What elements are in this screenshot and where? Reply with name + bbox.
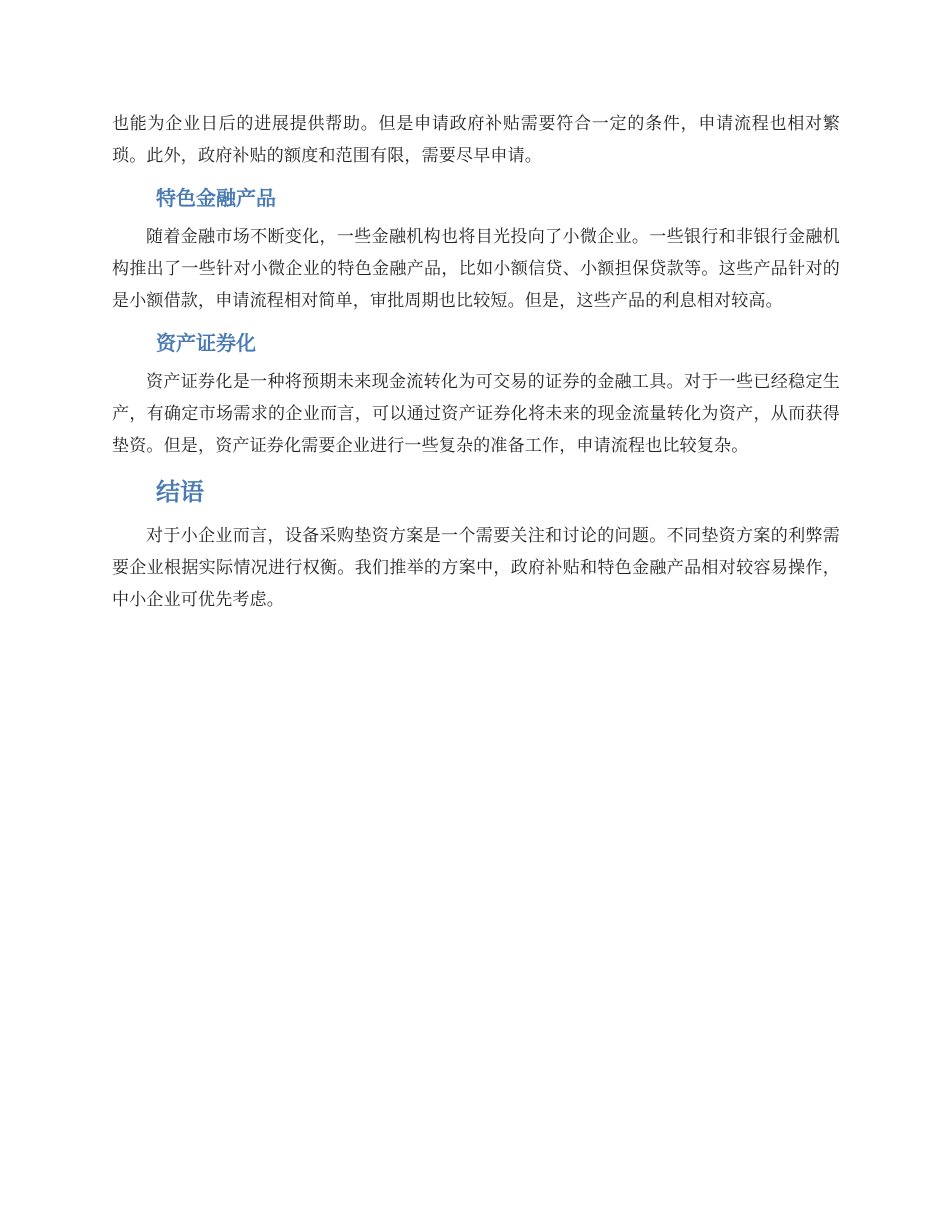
section-paragraph-featured-financial-products: 随着金融市场不断变化，一些金融机构也将目光投向了小微企业。一些银行和非银行金融机构推出了一些针对小微企业的特色金融产品，比如小额信贷、小额担保贷款等。这些产品针对的是小额借款，申请流程相对简单，审批周期也比较短。但是，这些产品的利息相对较高。: [112, 227, 840, 311]
intro-paragraph: 也能为企业日后的进展提供帮助。但是申请政府补贴需要符合一定的条件，申请流程也相对繁琐。此外，政府补贴的额度和范围有限，需要尽早申请。: [112, 114, 840, 166]
section-paragraph-conclusion: 对于小企业而言，设备采购垫资方案是一个需要关注和讨论的问题。不同垫资方案的利弊需要企业根据实际情况进行权衡。我们推举的方案中，政府补贴和特色金融产品相对较容易操作，中小企业可优先考虑。: [112, 526, 840, 610]
document-page: [112, 108, 840, 616]
section-paragraph-asset-securitization: 资产证券化是一种将预期未来现金流转化为可交易的证券的金融工具。对于一些已经稳定生产，有确定市场需求的企业而言，可以通过资产证券化将未来的现金流量转化为资产，从而获得垫资。但是，资产证券化需要企业进行一些复杂的准备工作，申请流程也比较复杂。: [112, 372, 840, 456]
section-heading-asset-securitization: 资产证券化: [156, 331, 256, 355]
section-heading-conclusion: 结语: [156, 478, 204, 506]
section-heading-featured-financial-products: 特色金融产品: [156, 186, 276, 210]
